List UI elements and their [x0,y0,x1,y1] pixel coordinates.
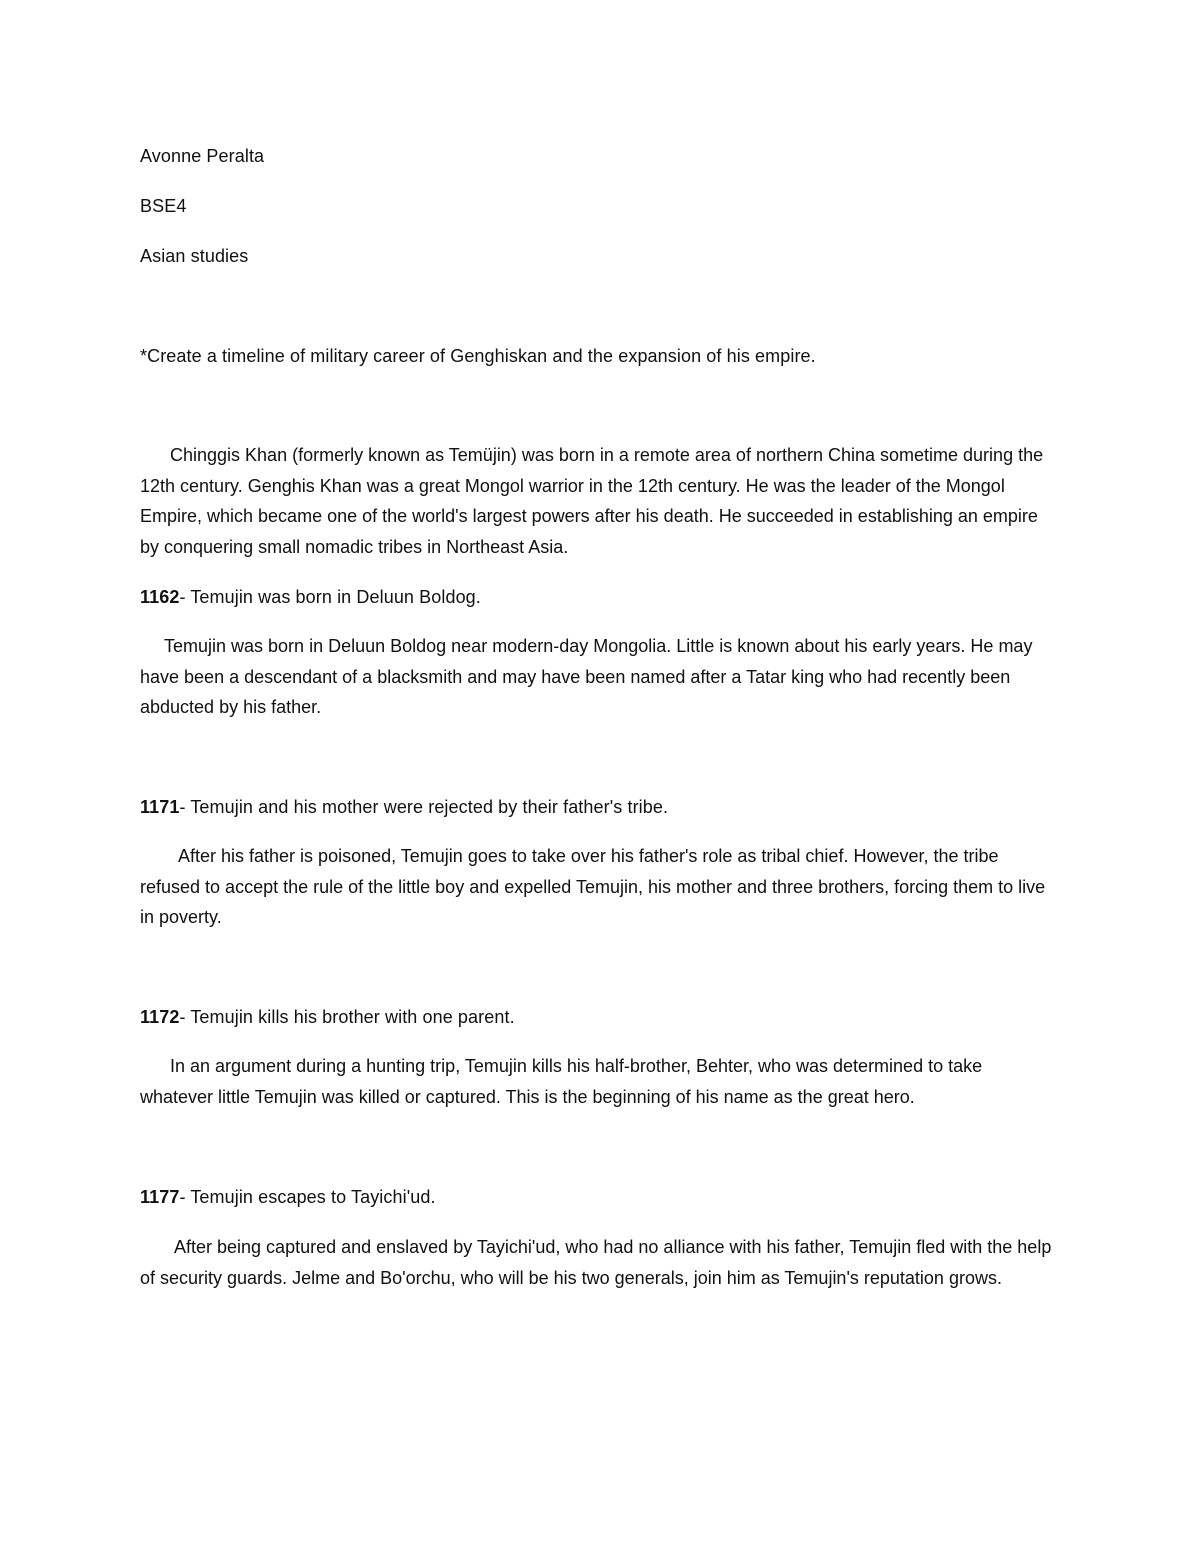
timeline-body-1172: In an argument during a hunting trip, Temujin kills his half-brother, Behter, who was determined to take whatever little Temujin was killed or captured. This is the beginning of his name as the great hero. [140,1056,983,1107]
timeline-heading-1171 [140,792,668,822]
timeline-year: 1177 [140,1187,180,1207]
timeline-body-1177: After being captured and enslaved by Tayichi'ud, who had no alliance with his father, Temujin fled with the help of security guards. Jelme and Bo'orchu, who will be his two generals, join him as Temujin's reputation grows. [140,1237,1052,1288]
task-instruction: *Create a timeline of military career of Genghiskan and the expansion of his empire. [140,346,816,366]
timeline-body-1171: After his father is poisoned, Temujin goes to take over his father's role as tribal chief. However, the tribe refused to accept the rule of the little boy and expelled Temujin, his mother and three brothers, forcing them to live in poverty. [140,846,1046,927]
timeline-heading-1177 [140,1182,436,1212]
timeline-headline: - Temujin escapes to Tayichi'ud. [179,1187,436,1207]
timeline-year: 1171 [140,797,180,817]
timeline-headline: - Temujin and his mother were rejected by their father's tribe. [179,797,669,817]
author-name: Avonne Peralta [140,146,265,166]
intro-paragraph: Chinggis Khan (formerly known as Temüjin) was born in a remote area of northern China sometime during the 12th century. Genghis Khan was a great Mongol warrior in the 12th century. He was the leader of the Mongol Empire, which became one of the world's largest powers after his death. He succeeded in establishing an empire by conquering small nomadic tribes in Northeast Asia. [140,445,1044,557]
timeline-year: 1172 [140,1007,180,1027]
timeline-headline: - Temujin kills his brother with one parent. [179,1007,515,1027]
timeline-headline: - Temujin was born in Deluun Boldog. [179,587,481,607]
section-label: BSE4 [140,196,187,216]
timeline-heading-1172 [140,1002,515,1032]
timeline-heading-1162 [140,582,481,612]
subject-label: Asian studies [140,246,249,266]
timeline-body-1162: Temujin was born in Deluun Boldog near modern-day Mongolia. Little is known about his early years. He may have been a descendant of a blacksmith and may have been named after a Tatar king who had recently been abducted by his father. [140,636,1033,717]
timeline-year: 1162 [140,587,180,607]
